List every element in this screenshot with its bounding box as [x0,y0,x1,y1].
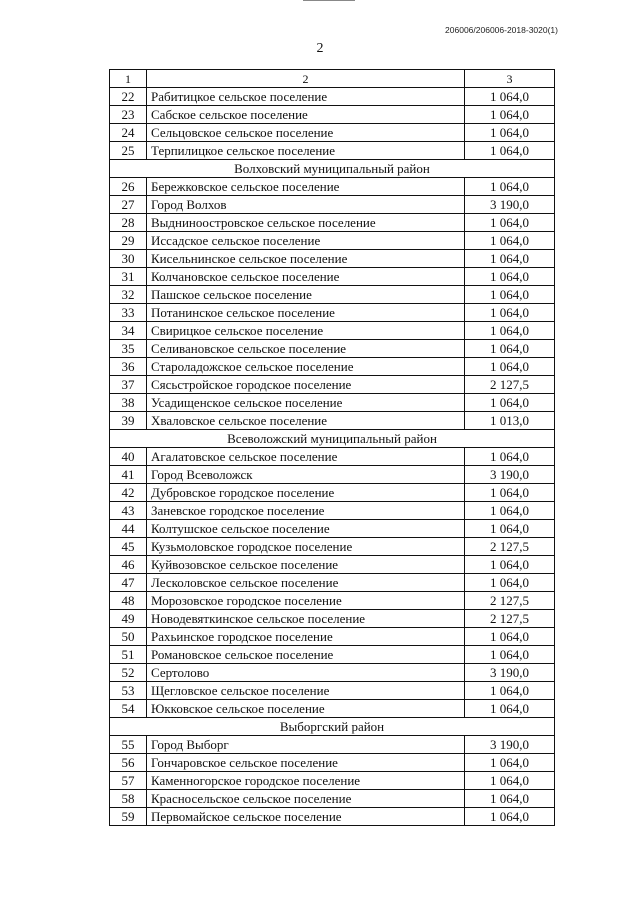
table-row [110,304,555,322]
settlement-name: Выдниноостровское сельское поселение [147,214,465,232]
table-row [110,466,555,484]
row-number: 59 [110,808,147,826]
amount-value: 1 064,0 [465,628,555,646]
row-number: 47 [110,574,147,592]
table-row [110,574,555,592]
row-number: 48 [110,592,147,610]
amount-value: 1 013,0 [465,412,555,430]
settlement-name: Колтушское сельское поселение [147,520,465,538]
row-number: 35 [110,340,147,358]
amount-value: 1 064,0 [465,232,555,250]
amount-value: 1 064,0 [465,106,555,124]
settlement-name: Романовское сельское поселение [147,646,465,664]
table-row [110,268,555,286]
row-number: 38 [110,394,147,412]
table-row [110,682,555,700]
row-number: 30 [110,250,147,268]
settlement-name: Дубровское городское поселение [147,484,465,502]
row-number: 46 [110,556,147,574]
amount-value: 3 190,0 [465,466,555,484]
settlement-name: Кузьмоловское городское поселение [147,538,465,556]
row-number: 40 [110,448,147,466]
table-row [110,358,555,376]
row-number: 57 [110,772,147,790]
table-row [110,736,555,754]
amount-value: 1 064,0 [465,700,555,718]
table-row [110,592,555,610]
table-row [110,448,555,466]
table-row [110,376,555,394]
amount-value: 3 190,0 [465,736,555,754]
settlement-name: Первомайское сельское поселение [147,808,465,826]
table-row [110,556,555,574]
row-number: 31 [110,268,147,286]
amount-value: 3 190,0 [465,664,555,682]
amount-value: 1 064,0 [465,772,555,790]
row-number: 56 [110,754,147,772]
settlement-name: Рабитицкое сельское поселение [147,88,465,106]
section-title: Выборгский район [110,718,555,736]
amount-value: 1 064,0 [465,520,555,538]
settlement-name: Гончаровское сельское поселение [147,754,465,772]
table-row [110,628,555,646]
table-row [110,106,555,124]
row-number: 53 [110,682,147,700]
page-number: 2 [316,41,324,56]
row-number: 26 [110,178,147,196]
allocation-table [109,69,555,826]
settlement-name: Терпилицкое сельское поселение [147,142,465,160]
table-row [110,646,555,664]
settlement-name: Каменногорское городское поселение [147,772,465,790]
settlement-name: Сельцовское сельское поселение [147,124,465,142]
table-row [110,412,555,430]
settlement-name: Щегловское сельское поселение [147,682,465,700]
settlement-name: Сабское сельское поселение [147,106,465,124]
row-number: 29 [110,232,147,250]
amount-value: 1 064,0 [465,322,555,340]
row-number: 37 [110,376,147,394]
table-row [110,808,555,826]
amount-value: 1 064,0 [465,250,555,268]
amount-value: 1 064,0 [465,556,555,574]
table-row [110,754,555,772]
settlement-name: Свирицкое сельское поселение [147,322,465,340]
table-row [110,178,555,196]
amount-value: 1 064,0 [465,790,555,808]
settlement-name: Агалатовское сельское поселение [147,448,465,466]
row-number: 43 [110,502,147,520]
column-header-2: 2 [147,70,465,88]
row-number: 50 [110,628,147,646]
amount-value: 1 064,0 [465,214,555,232]
section-header-row [110,160,555,178]
amount-value: 1 064,0 [465,646,555,664]
amount-value: 1 064,0 [465,268,555,286]
top-edge-line [303,0,355,1]
row-number: 45 [110,538,147,556]
settlement-name: Юкковское сельское поселение [147,700,465,718]
amount-value: 1 064,0 [465,502,555,520]
amount-value: 1 064,0 [465,394,555,412]
row-number: 58 [110,790,147,808]
table-row [110,394,555,412]
amount-value: 2 127,5 [465,592,555,610]
table-row [110,538,555,556]
settlement-name: Потанинское сельское поселение [147,304,465,322]
row-number: 36 [110,358,147,376]
row-number: 24 [110,124,147,142]
settlement-name: Рахьинское городское поселение [147,628,465,646]
section-title: Волховский муниципальный район [110,160,555,178]
table-row [110,286,555,304]
row-number: 32 [110,286,147,304]
table-row [110,664,555,682]
table-row [110,322,555,340]
table-row [110,772,555,790]
row-number: 52 [110,664,147,682]
table-row [110,124,555,142]
row-number: 55 [110,736,147,754]
row-number: 54 [110,700,147,718]
amount-value: 1 064,0 [465,682,555,700]
row-number: 25 [110,142,147,160]
amount-value: 2 127,5 [465,538,555,556]
row-number: 49 [110,610,147,628]
amount-value: 1 064,0 [465,358,555,376]
row-number: 23 [110,106,147,124]
table-header-row [110,70,555,88]
settlement-name: Заневское городское поселение [147,502,465,520]
amount-value: 1 064,0 [465,754,555,772]
settlement-name: Иссадское сельское поселение [147,232,465,250]
settlement-name: Селивановское сельское поселение [147,340,465,358]
row-number: 33 [110,304,147,322]
table-row [110,142,555,160]
amount-value: 1 064,0 [465,178,555,196]
amount-value: 3 190,0 [465,196,555,214]
table-row [110,610,555,628]
settlement-name: Город Выборг [147,736,465,754]
amount-value: 1 064,0 [465,484,555,502]
settlement-name: Лесколовское сельское поселение [147,574,465,592]
settlement-name: Колчановское сельское поселение [147,268,465,286]
column-header-3: 3 [465,70,555,88]
amount-value: 1 064,0 [465,88,555,106]
settlement-name: Город Волхов [147,196,465,214]
section-header-row [110,718,555,736]
settlement-name: Усадищенское сельское поселение [147,394,465,412]
row-number: 22 [110,88,147,106]
row-number: 39 [110,412,147,430]
table-row [110,214,555,232]
amount-value: 1 064,0 [465,448,555,466]
settlement-name: Бережковское сельское поселение [147,178,465,196]
settlement-name: Куйвозовское сельское поселение [147,556,465,574]
table-row [110,520,555,538]
row-number: 51 [110,646,147,664]
section-title: Всеволожский муниципальный район [110,430,555,448]
amount-value: 1 064,0 [465,304,555,322]
table-row [110,250,555,268]
table-row [110,502,555,520]
settlement-name: Сертолово [147,664,465,682]
row-number: 41 [110,466,147,484]
column-header-1: 1 [110,70,147,88]
settlement-name: Кисельнинское сельское поселение [147,250,465,268]
amount-value: 2 127,5 [465,376,555,394]
settlement-name: Сясьстройское городское поселение [147,376,465,394]
amount-value: 1 064,0 [465,340,555,358]
settlement-name: Хваловское сельское поселение [147,412,465,430]
row-number: 27 [110,196,147,214]
document-id: 206006/206006-2018-3020(1) [445,25,558,35]
table-row [110,196,555,214]
settlement-name: Город Всеволожск [147,466,465,484]
amount-value: 2 127,5 [465,610,555,628]
row-number: 44 [110,520,147,538]
table-row [110,484,555,502]
table-row [110,700,555,718]
amount-value: 1 064,0 [465,574,555,592]
settlement-name: Новодевяткинское сельское поселение [147,610,465,628]
settlement-name: Красносельское сельское поселение [147,790,465,808]
amount-value: 1 064,0 [465,124,555,142]
table-row [110,88,555,106]
amount-value: 1 064,0 [465,286,555,304]
row-number: 34 [110,322,147,340]
table-row [110,790,555,808]
row-number: 28 [110,214,147,232]
table-row [110,340,555,358]
section-header-row [110,430,555,448]
table-row [110,232,555,250]
amount-value: 1 064,0 [465,808,555,826]
table-body [110,70,555,826]
settlement-name: Морозовское городское поселение [147,592,465,610]
settlement-name: Староладожское сельское поселение [147,358,465,376]
settlement-name: Пашское сельское поселение [147,286,465,304]
row-number: 42 [110,484,147,502]
amount-value: 1 064,0 [465,142,555,160]
